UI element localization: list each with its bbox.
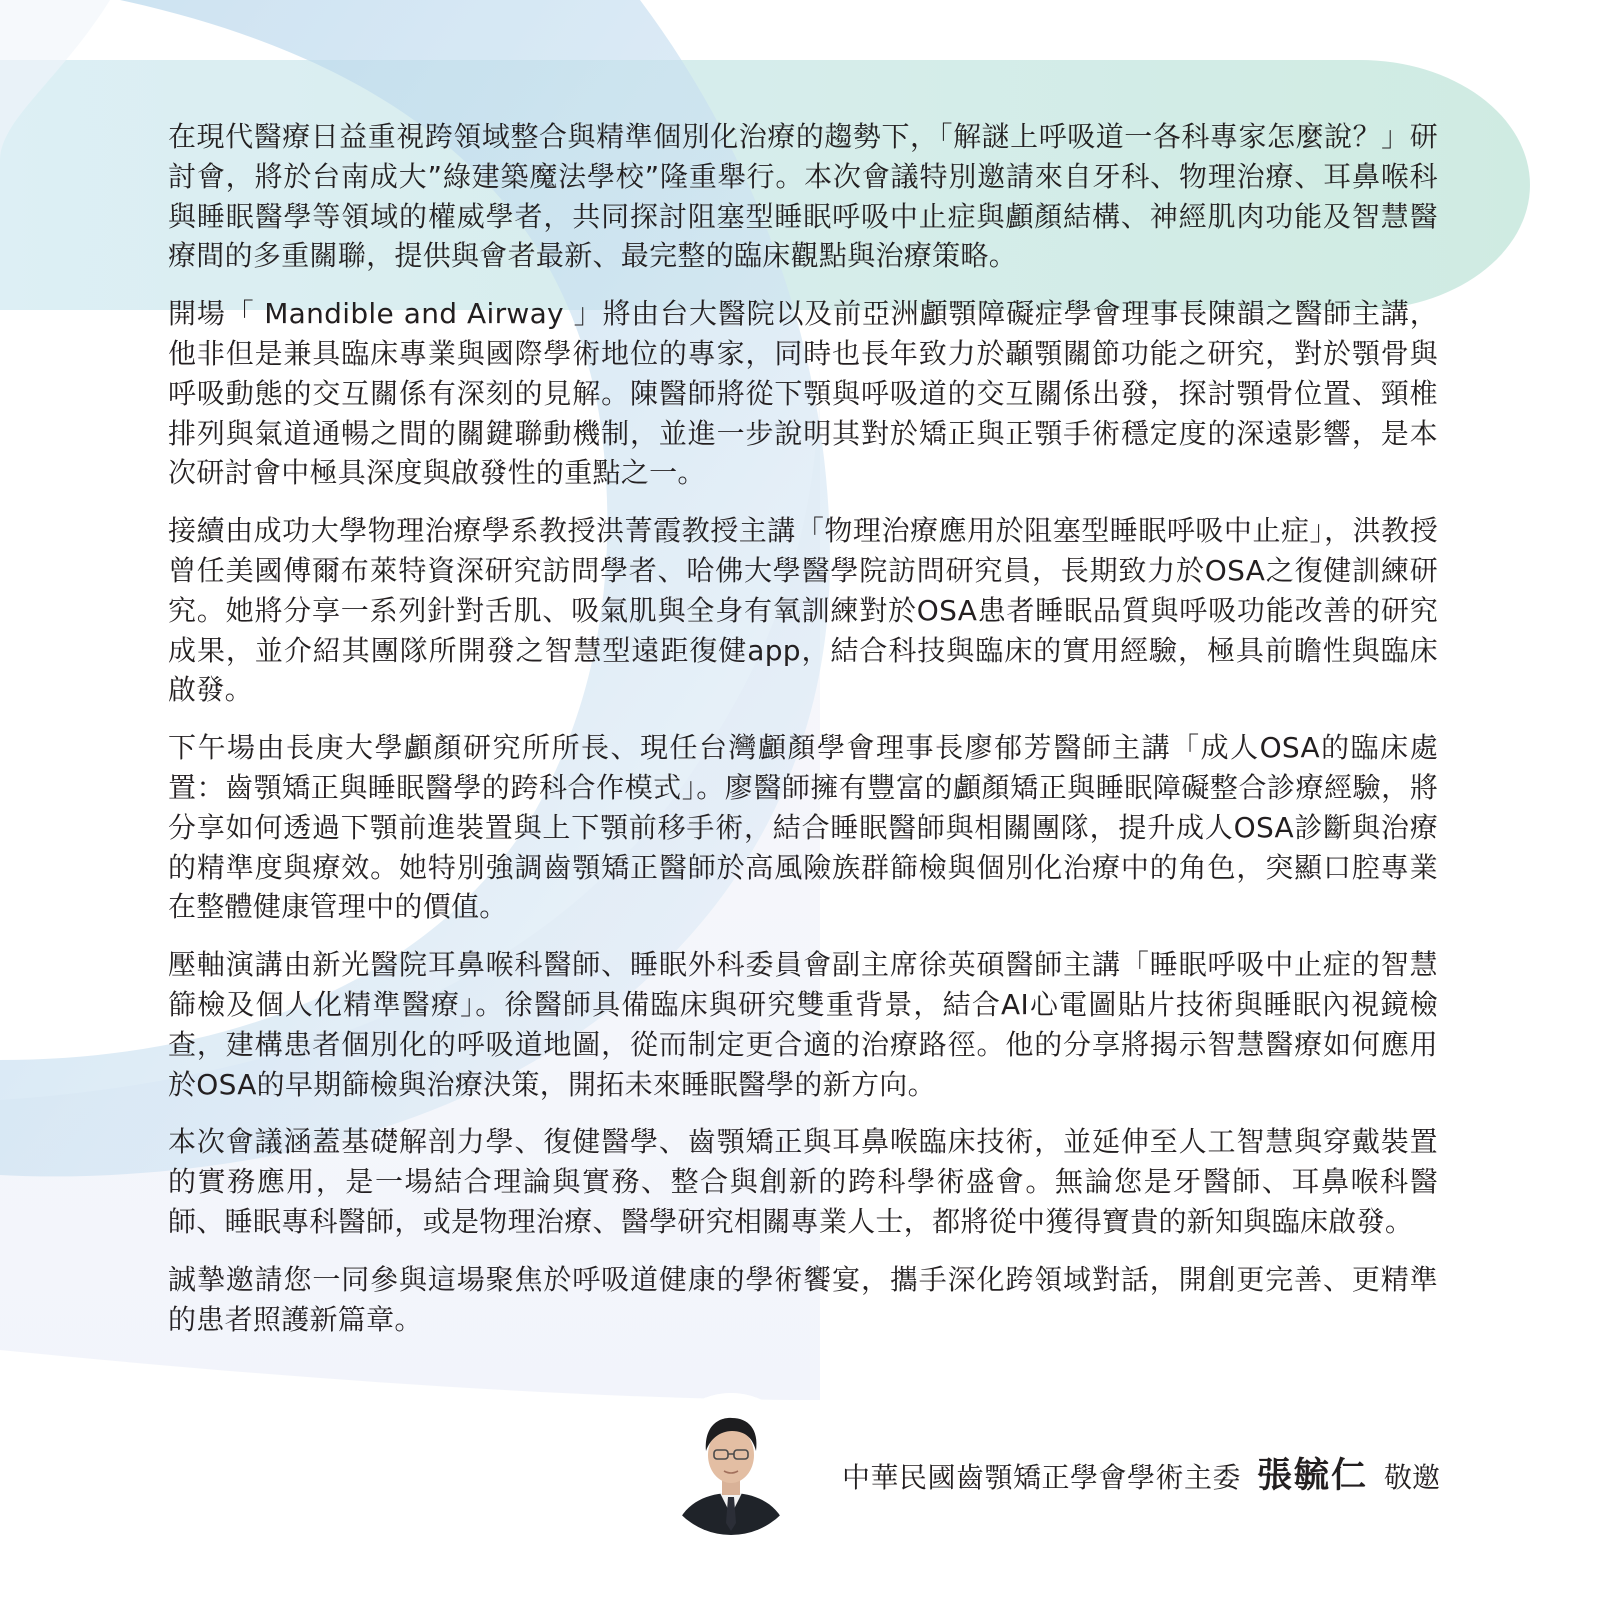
signature-name: 張毓仁 [1256, 1455, 1368, 1496]
paragraph-opening-session: 開場「 Mandible and Airway 」將由台大醫院以及前亞洲顱顎障礙症學會理事長陳韻之醫師主講，他非但是兼具臨床專業與國際學術地位的專家，同時也長年致力於顳顎關節功能之研究，對於顎骨與呼吸動態的交互關係有深刻的見解。陳醫師將從下顎與呼吸道的交互關係出發，探討顎骨位置、頸椎排列與氣道通暢之間的關鍵聯動機制，並進一步說明其對於矯正與正顎手術穩定度的深遠影響，是本次研討會中極具深度與啟發性的重點之一。 [168, 297, 1438, 490]
paragraph-finale-session: 壓軸演講由新光醫院耳鼻喉科醫師、睡眠外科委員會副主席徐英碩醫師主講「睡眠呼吸中止症的智慧篩檢及個人化精準醫療」。徐醫師具備臨床與研究雙重背景，結合AI心電圖貼片技術與睡眠內視鏡檢查，建構患者個別化的呼吸道地圖，從而制定更合適的治療路徑。他的分享將揭示智慧醫療如何應用於OSA的早期篩檢與治療決策，開拓未來睡眠醫學的新方向。 [168, 948, 1438, 1101]
signature-closing: 敬邀 [1383, 1461, 1440, 1494]
paragraph-physical-therapy: 接續由成功大學物理治療學系教授洪菁霞教授主講「物理治療應用於阻塞型睡眠呼吸中止症」，洪教授曾任美國傅爾布萊特資深研究訪問學者、哈佛大學醫學院訪問研究員，長期致力於OSA之復健訓練研究。她將分享一系列針對舌肌、吸氣肌與全身有氧訓練對於OSA患者睡眠品質與呼吸功能改善的研究成果，並介紹其團隊所開發之智慧型遠距復健app，結合科技與臨床的實用經驗，極具前瞻性與臨床啟發。 [168, 514, 1438, 707]
signature-block [660, 1393, 1440, 1533]
portrait-photo [660, 1393, 802, 1535]
article-body [168, 117, 1438, 1357]
signature-line [842, 1448, 1440, 1498]
paragraph-afternoon-session: 下午場由長庚大學顱顏研究所所長、現任台灣顱顏學會理事長廖郁芳醫師主講「成人OSA的臨床處置：齒顎矯正與睡眠醫學的跨科合作模式」。廖醫師擁有豐富的顱顏矯正與睡眠障礙整合診療經驗，將分享如何透過下顎前進裝置與上下顎前移手術，結合睡眠醫師與相關團隊，提升成人OSA診斷與治療的精準度與療效。她特別強調齒顎矯正醫師於高風險族群篩檢與個別化治療中的角色，突顯口腔專業在整體健康管理中的價值。 [168, 731, 1438, 924]
paragraph-invitation: 誠摯邀請您一同參與這場聚焦於呼吸道健康的學術饗宴，攜手深化跨領域對話，開創更完善、更精準的患者照護新篇章。 [168, 1262, 1438, 1336]
avatar [660, 1393, 802, 1535]
paragraph-summary: 本次會議涵蓋基礎解剖力學、復健醫學、齒顎矯正與耳鼻喉臨床技術，並延伸至人工智慧與穿戴裝置的實務應用，是一場結合理論與實務、整合與創新的跨科學術盛會。無論您是牙醫師、耳鼻喉科醫師、睡眠專科醫師，或是物理治療、醫學研究相關專業人士，都將從中獲得寶貴的新知與臨床啟發。 [168, 1125, 1438, 1238]
paragraph-intro: 在現代醫療日益重視跨領域整合與精準個別化治療的趨勢下，「解謎上呼吸道一各科專家怎麼說？」研討會，將於台南成大”綠建築魔法學校”隆重舉行。本次會議特別邀請來自牙科、物理治療、耳鼻喉科與睡眠醫學等領域的權威學者，共同探討阻塞型睡眠呼吸中止症與顱顏結構、神經肌肉功能及智慧醫療間的多重關聯，提供與會者最新、最完整的臨床觀點與治療策略。 [168, 120, 1438, 273]
signature-organization: 中華民國齒顎矯正學會學術主委 [841, 1461, 1241, 1494]
